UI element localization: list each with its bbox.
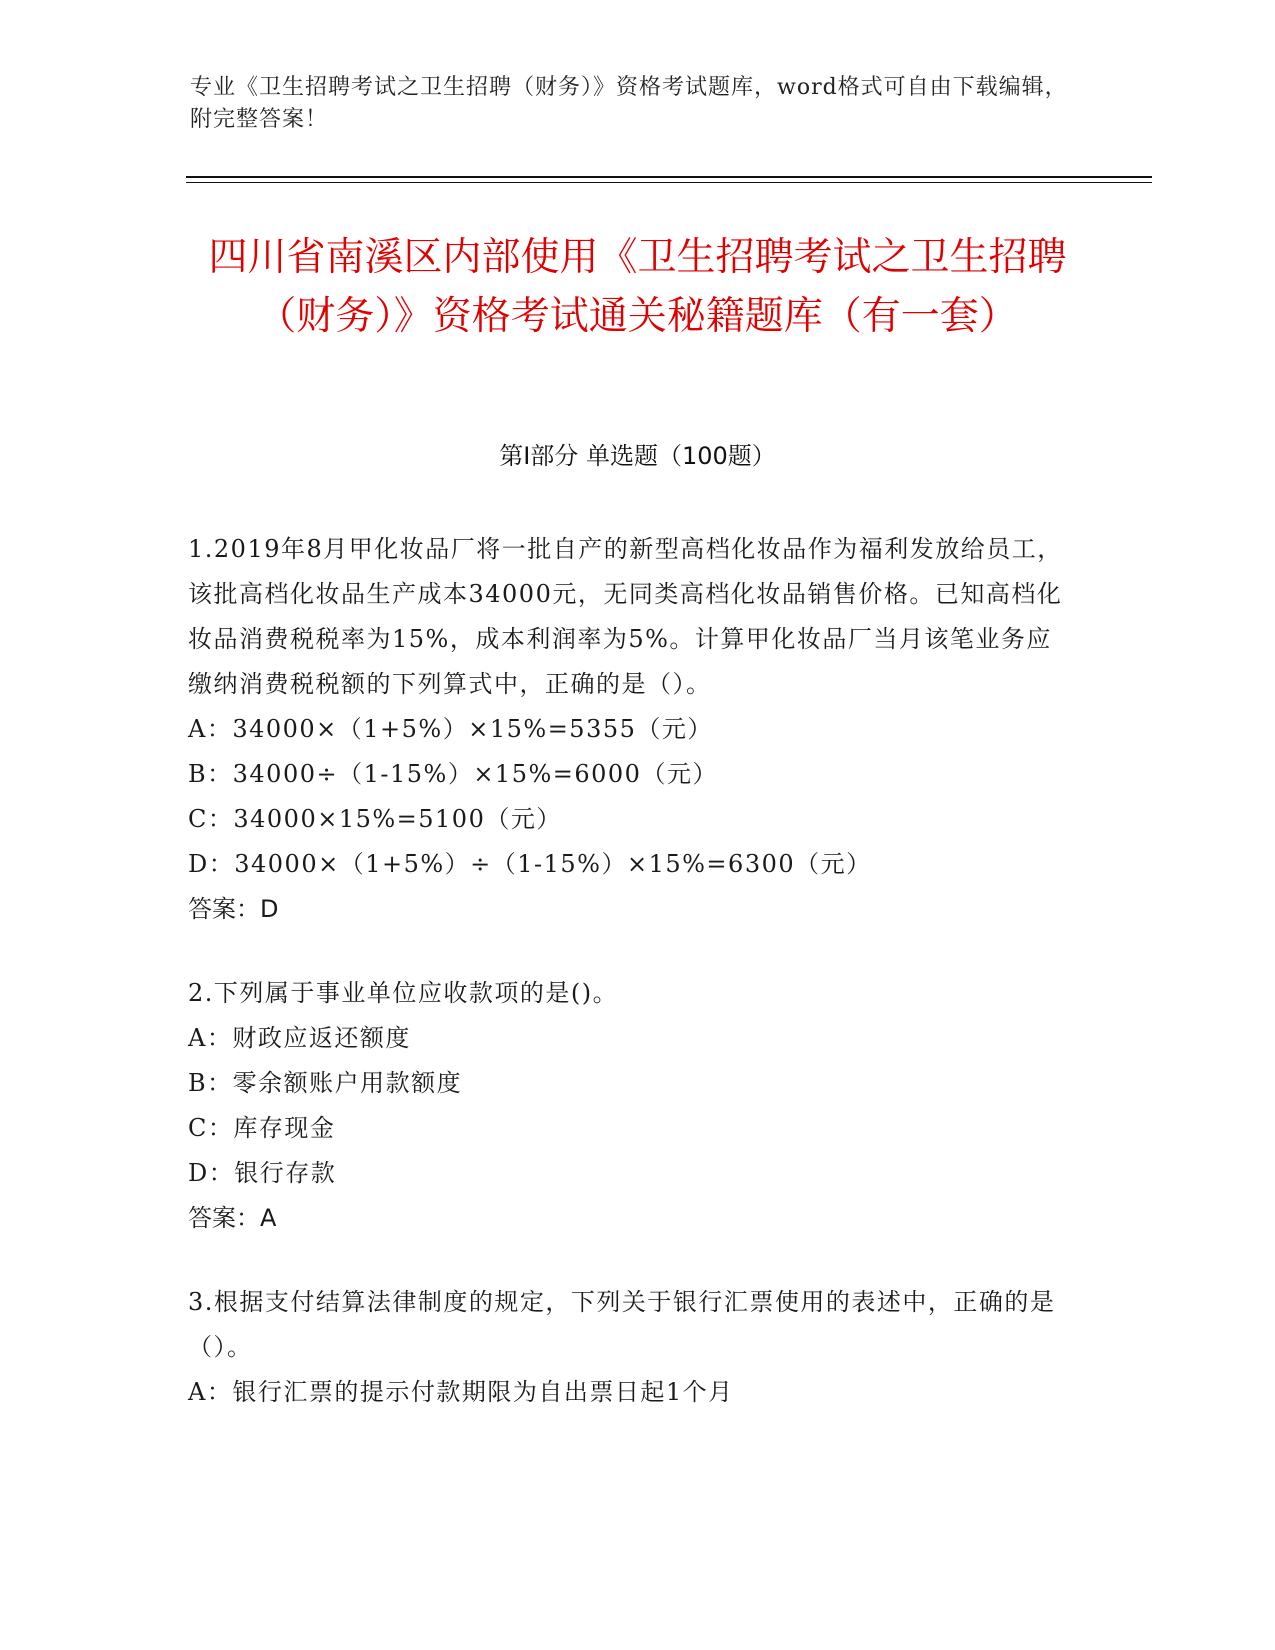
option-a: A：银行汇票的提示付款期限为自出票日起1个月 [188, 1378, 734, 1406]
option-d: D：银行存款 [188, 1159, 337, 1187]
document-title: 四川省南溪区内部使用《卫生招聘考试之卫生招聘（财务）》资格考试通关秘籍题库（有一套） [208, 235, 1067, 339]
option-c: C：库存现金 [188, 1114, 336, 1142]
option-a: A：34000×（1+5%）×15%=5355（元） [188, 715, 713, 743]
answer: 答案：D [188, 895, 279, 923]
section-title: 第Ⅰ部分 单选题（100题） [499, 442, 776, 470]
option-a: A：财政应返还额度 [188, 1024, 411, 1052]
option-c: C：34000×15%=5100（元） [188, 805, 562, 833]
header-note: 专业《卫生招聘考试之卫生招聘（财务）》资格考试题库，word格式可自由下载编辑，附完整答案！ [190, 75, 1068, 132]
option-b: B：34000÷（1-15%）×15%=6000（元） [188, 760, 718, 788]
option-b: B：零余额账户用款额度 [188, 1069, 463, 1097]
question-2 [188, 971, 1068, 1241]
question-stem: 1.2019年8月甲化妆品厂将一批自产的新型高档化妆品作为福利发放给员工，该批高档化妆品生产成本34000元，无同类高档化妆品销售价格。已知高档化妆品消费税税率为15%，成本利润率为5%。计算甲化妆品厂当月该笔业务应缴纳消费税税额的下列算式中，正确的是（）。 [188, 535, 1063, 698]
header-divider-thick [186, 176, 1152, 178]
question-list [188, 527, 1068, 1454]
header-divider-thin [186, 182, 1152, 183]
question-1 [188, 527, 1068, 932]
option-d: D：34000×（1+5%）÷（1-15%）×15%=6300（元） [188, 850, 872, 878]
question-3 [188, 1280, 1068, 1415]
question-stem: 3.根据支付结算法律制度的规定，下列关于银行汇票使用的表述中，正确的是（）。 [188, 1288, 1056, 1361]
question-stem: 2.下列属于事业单位应收款项的是()。 [188, 979, 619, 1007]
answer: 答案：A [188, 1204, 277, 1232]
